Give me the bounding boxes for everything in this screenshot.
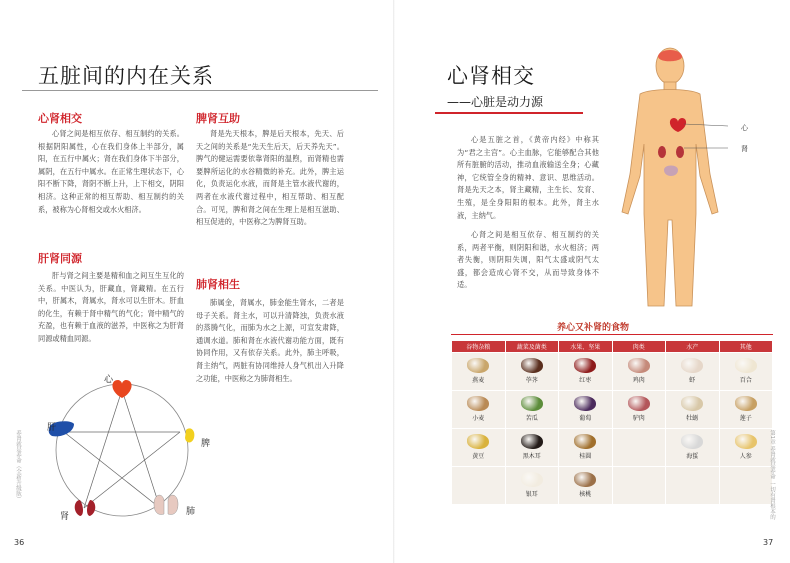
col-header: 肉类 [612, 341, 666, 353]
body-kidney-right-icon [676, 146, 684, 158]
body-label-kidney: 肾 [741, 145, 748, 153]
food-cell [559, 353, 613, 391]
food-photo-icon [628, 358, 650, 373]
heading-gan-shen: 肝肾同源 [38, 252, 82, 265]
food-label: 黄豆 [472, 453, 485, 460]
food-label: 红枣 [579, 377, 592, 384]
food-cell [719, 391, 773, 429]
food-photo-icon [735, 358, 757, 373]
food-label: 黑木耳 [522, 453, 541, 460]
left-page-title: 五脏间的内在关系 [38, 64, 214, 88]
label-kidney: 肾 [60, 512, 70, 522]
food-photo-icon [574, 472, 596, 487]
food-label: 莲子 [739, 415, 752, 422]
food-cell [452, 429, 506, 467]
bladder-icon [664, 166, 678, 177]
food-photo-icon [681, 358, 703, 373]
food-cell [612, 467, 666, 505]
food-cell [666, 353, 720, 391]
table-top-rule [451, 334, 773, 335]
food-cell [505, 429, 559, 467]
food-cell [612, 391, 666, 429]
food-label: 虾 [689, 377, 696, 384]
food-cell [719, 467, 773, 505]
food-table [451, 340, 773, 505]
col-header: 蔬菜及菌类 [505, 341, 559, 353]
right-page [395, 0, 790, 563]
para-gan-shen: 肝与肾之间主要是精和血之间互生互化的关系。中医认为，肝藏血，肾藏精。在五行中，肝属木，肾属水，肾水可以生肝木。肝血的化生，有赖于肾中精气的气化；肾中精气的充盈，也有赖于血液的滋养，中医称之为肝肾同源或精血同源。 [38, 271, 184, 343]
food-cell [452, 353, 506, 391]
para-xin-shen: 心肾之间是相互依存、相互制约的关系。根据阴阳属性，心在我们身体上半部分，属阳，在五行中属火；肾在我们身体下半部分，属阴，在五行中属水。在正常生理状态下，心阳不断下降，肾阴不断上升，上下相交，阴阳相济。这种正常的相互帮助、相互制约的关系，被称为心肾相交或水火相济。 [38, 129, 184, 214]
label-heart: 心 [104, 375, 114, 385]
col-header: 谷物杂粮 [452, 341, 506, 353]
human-body-figure [600, 44, 730, 314]
food-label: 牡蛎 [686, 415, 699, 422]
food-cell [452, 391, 506, 429]
food-cell [505, 391, 559, 429]
food-cell [666, 429, 720, 467]
body-kidney-left-icon [658, 146, 666, 158]
heading-xin-shen: 心肾相交 [38, 112, 82, 125]
para-fei-shen: 肺属金，肾属水，肺金能生肾水，二者是母子关系。肾主水，可以升清降浊，负责水液的蒸腾气化，而肺为水之上源，可宣发肃降，通调水道。肺和肾在水液代谢功能方面，既有协同作用，又有依存关系。此外，肺主呼吸，肾主纳气，两脏有协同维持人身气机出入升降之功能，中医称之为肺肾相生。 [196, 298, 344, 383]
five-elements-diagram [40, 368, 210, 528]
col-header: 其他 [719, 341, 773, 353]
food-label: 桂圆 [579, 453, 592, 460]
food-label: 荸荠 [525, 377, 538, 384]
food-cell [559, 467, 613, 505]
food-label: 苦瓜 [525, 415, 538, 422]
food-label: 驴肉 [632, 415, 645, 422]
page-number-left: 36 [14, 538, 25, 547]
food-label: 核桃 [579, 491, 592, 498]
food-cell [559, 391, 613, 429]
food-label: 银耳 [525, 491, 538, 498]
food-label: 鸡肉 [632, 377, 645, 384]
kidney-icon [75, 500, 96, 516]
food-photo-icon [467, 358, 489, 373]
food-photo-icon [681, 396, 703, 411]
food-photo-icon [467, 434, 489, 449]
right-page-title: 心肾相交 [447, 64, 535, 88]
food-label: 百合 [739, 377, 752, 384]
table-row [452, 391, 773, 429]
page-number-right: 37 [763, 538, 774, 547]
food-photo-icon [521, 358, 543, 373]
right-side-text: 第1章 养肾就是养命 一切有肾根本的 [769, 430, 775, 520]
table-row [452, 467, 773, 505]
food-label: 燕麦 [472, 377, 485, 384]
food-photo-icon [574, 396, 596, 411]
food-label: 小麦 [472, 415, 485, 422]
food-cell [719, 429, 773, 467]
lung-icon [154, 495, 178, 514]
table-row [452, 429, 773, 467]
food-photo-icon [521, 396, 543, 411]
label-liver: 肝 [47, 423, 57, 433]
food-label: 人参 [739, 453, 752, 460]
heading-pi-shen: 脾肾互助 [196, 112, 240, 125]
food-photo-icon [735, 396, 757, 411]
food-cell [559, 429, 613, 467]
heading-fei-shen: 肺肾相生 [196, 278, 240, 291]
food-photo-icon [467, 396, 489, 411]
para-heart-kidney-1: 心是五脏之首，《黄帝内经》中称其为“君之主宫”。心主血脉，它能够配合其他所有脏腑的活动，推动血液输送全身；心藏神，它统管全身的精神、意识、思维活动。肾是先天之本，肾主藏精，主生长、发育、生殖，是全身阳阳的根本。此外，肾主水液，主纳气。 [457, 135, 599, 220]
food-photo-icon [574, 434, 596, 449]
spleen-icon [185, 428, 194, 442]
left-side-text: 养肾就是养命（全新升级版） [15, 430, 21, 502]
food-photo-icon [574, 358, 596, 373]
food-photo-icon [735, 434, 757, 449]
food-cell [666, 467, 720, 505]
label-spleen: 脾 [201, 439, 211, 449]
food-label: 葡萄 [579, 415, 592, 422]
food-cell [505, 467, 559, 505]
label-lung: 肺 [186, 507, 196, 517]
food-cell [666, 391, 720, 429]
food-photo-icon [681, 434, 703, 449]
food-table-header-row [452, 341, 773, 353]
title-rule [22, 90, 378, 91]
heart-icon [112, 380, 131, 398]
para-pi-shen: 肾是先天根本，脾是后天根本，先天、后天之间的关系是“先天生后天，后天养先天”。脾气的健运需要依靠肾阳的温煦，而肾精也需要脾所运化的水谷精微的补充。此外，脾主运化，负责运化水液，而肾是主管水液代谢的，两者在水液代谢过程中，相互帮助、相互配合。可见，脾和肾之间在生理上是相互滋助、相互促进的，中医称之为脾肾互助。 [196, 129, 344, 227]
col-header: 水产 [666, 341, 720, 353]
body-label-heart: 心 [741, 124, 748, 132]
food-cell [505, 353, 559, 391]
food-cell [612, 429, 666, 467]
food-cell [452, 467, 506, 505]
right-page-subtitle: ——心脏是动力源 [447, 95, 544, 109]
food-label: 海蜇 [686, 453, 699, 460]
para-heart-kidney-2: 心肾之间是相互依存、相互制约的关系，两者平衡，则阴阳和谐，水火相济；两者失衡，则阴阳失调，阳气太盛或阴气太盛，都会造成心肾不交，从而导致身体不适。 [457, 230, 599, 290]
subtitle-rule [435, 112, 583, 114]
food-cell [612, 353, 666, 391]
food-photo-icon [521, 472, 543, 487]
table-row [452, 353, 773, 391]
food-table-title: 养心又补肾的食物 [557, 323, 630, 333]
food-photo-icon [628, 396, 650, 411]
col-header: 水果、坚果 [559, 341, 613, 353]
food-photo-icon [521, 434, 543, 449]
food-cell [719, 353, 773, 391]
